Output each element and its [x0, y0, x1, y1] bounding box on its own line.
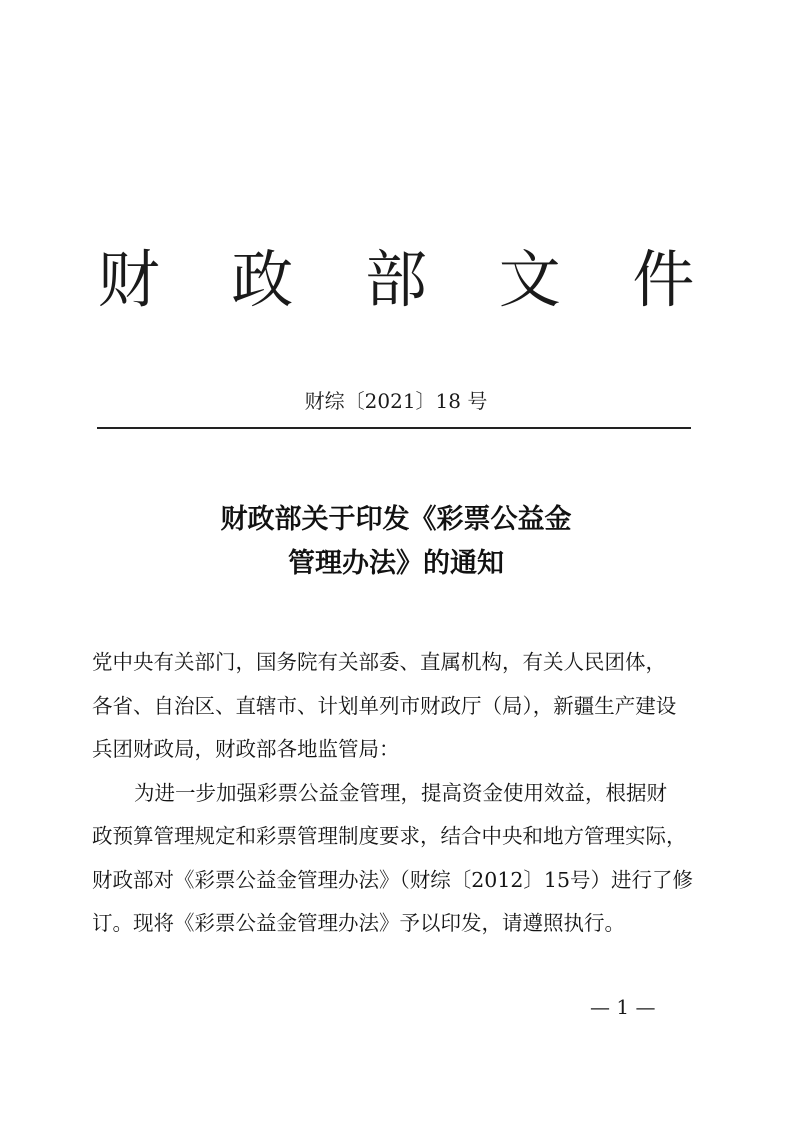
notice-title	[0, 498, 792, 586]
body-line: 政预算管理规定和彩票管理制度要求，结合中央和地方管理实际，	[92, 824, 687, 848]
header-divider	[97, 427, 691, 429]
body-line: 财政部对《彩票公益金管理办法》（财综〔2012〕15号）进行了修	[92, 867, 694, 892]
body-line: 为进一步加强彩票公益金管理，提高资金使用效益，根据财	[134, 780, 667, 805]
body-line: 兵团财政局，财政部各地监管局：	[92, 737, 400, 761]
notice-body	[92, 641, 692, 946]
document-number: 财综〔2021〕18 号	[304, 389, 488, 413]
page-number: — 1 —	[590, 995, 656, 1019]
document-header-title: 财 政 部 文 件	[97, 243, 721, 316]
body-line: 订。现将《彩票公益金管理办法》予以印发，请遵照执行。	[92, 911, 625, 935]
notice-title-line-1: 财政部关于印发《彩票公益金	[220, 504, 572, 535]
notice-title-line-2: 管理办法》的通知	[288, 548, 504, 579]
body-line: 党中央有关部门，国务院有关部委、直属机构，有关人民团体，	[92, 650, 666, 674]
body-line: 各省、自治区、直辖市、计划单列市财政厅（局），新疆生产建设	[92, 693, 677, 718]
